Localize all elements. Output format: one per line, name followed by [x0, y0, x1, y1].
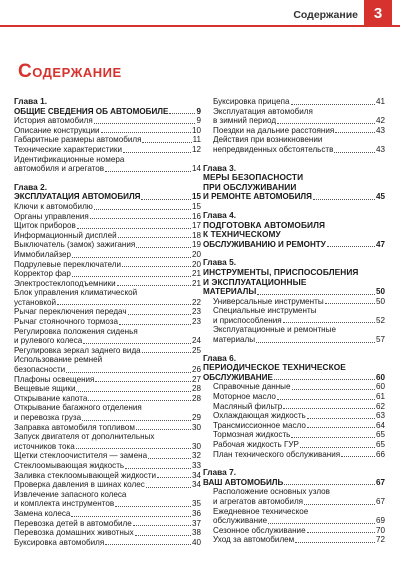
leader-dots — [136, 429, 191, 430]
page-ref: 18 — [191, 230, 201, 240]
entry-label: Тормозная жидкость — [213, 430, 291, 440]
page-ref: 11 — [192, 135, 201, 145]
toc-entry-line[interactable]: Эксплуатационные и ремонтные — [213, 325, 336, 335]
leader-dots — [327, 246, 375, 247]
entry-label: Буксировка прицепа — [213, 97, 290, 106]
toc-entry[interactable] — [14, 423, 201, 433]
leader-dots — [122, 266, 191, 267]
leader-dots — [76, 448, 191, 449]
chapter-title-entry[interactable] — [203, 287, 385, 297]
toc-entry[interactable] — [14, 384, 201, 394]
page-ref: 34 — [191, 480, 201, 490]
chapter-6 — [203, 354, 385, 460]
entry-label: Рычаг стояночного тормоза — [14, 317, 118, 327]
leader-dots — [277, 123, 375, 124]
page-ref: 66 — [375, 449, 385, 459]
toc-entry[interactable] — [14, 116, 201, 126]
toc-entry[interactable] — [203, 440, 385, 450]
toc-entry[interactable] — [203, 402, 385, 412]
toc-entry[interactable] — [203, 145, 385, 155]
entry-label: Замена колеса — [14, 508, 71, 518]
toc-entry[interactable] — [14, 480, 201, 490]
entry-label: Проверка давления в шинах колес — [14, 480, 145, 490]
toc-entry-line[interactable]: Специальные инструменты — [213, 306, 317, 316]
leader-dots — [105, 171, 191, 172]
toc-entry[interactable] — [203, 392, 385, 402]
toc-entry[interactable] — [203, 382, 385, 392]
page-ref: 60 — [375, 372, 385, 382]
toc-entry[interactable] — [14, 375, 201, 385]
entry-label: и комплекта инструментов — [14, 499, 115, 509]
page-ref: 50 — [375, 287, 385, 297]
chapter-title-line[interactable]: ПЕРИОДИЧЕСКОЕ ТЕХНИЧЕСКОЕ — [203, 362, 346, 373]
toc-entry[interactable] — [14, 221, 201, 231]
page-ref: 67 — [375, 477, 385, 487]
page-header — [0, 0, 400, 27]
entry-label: Вещевые ящики — [14, 384, 76, 394]
page-ref: 19 — [191, 240, 201, 250]
entry-label: безопасности — [14, 365, 66, 375]
chapter-title-line[interactable]: И ЭКСПЛУАТАЦИОННЫЕ — [203, 276, 307, 287]
toc-entry-line[interactable]: Блок управления климатической — [14, 288, 138, 298]
entry-label: Сезонное обслуживание — [213, 525, 306, 535]
page-ref: 23 — [191, 317, 201, 327]
toc-entry[interactable] — [203, 97, 385, 107]
leader-dots — [313, 199, 375, 200]
chapter-title-line[interactable]: К ТЕХНИЧЕСКОМУ — [203, 229, 281, 240]
entry-label: Щетки стеклоочистителя — замена — [14, 451, 148, 461]
leader-dots — [157, 477, 191, 478]
entry-label: Охлаждающая жидкость — [213, 411, 306, 421]
toc-entry-line[interactable]: Идентификационные номера — [14, 154, 125, 164]
page-ref: 24 — [191, 336, 201, 346]
toc-entry[interactable] — [14, 202, 201, 212]
entry-label: История автомобиля — [14, 116, 93, 126]
page-ref: 26 — [191, 365, 201, 375]
entry-label: Рычаг переключения передач — [14, 307, 127, 317]
page-ref: 69 — [375, 516, 385, 526]
leader-dots — [118, 237, 191, 238]
entry-label: Информационный дисплей — [14, 230, 117, 240]
page-ref: 70 — [375, 525, 385, 535]
leader-dots — [148, 458, 191, 459]
leader-dots — [307, 427, 375, 428]
leader-dots — [66, 372, 191, 373]
page-ref: 72 — [375, 535, 385, 545]
entry-label: Иммобилайзер — [14, 249, 71, 259]
chapter-title: И РЕМОНТЕ АВТОМОБИЛЯ — [203, 192, 312, 202]
leader-dots — [76, 391, 191, 392]
page-ref: 32 — [191, 451, 201, 461]
leader-dots — [141, 199, 191, 200]
page-ref: 47 — [375, 239, 385, 249]
page-ref: 28 — [191, 393, 201, 403]
leader-dots — [341, 456, 375, 457]
leader-dots — [119, 324, 191, 325]
toc-entry[interactable] — [203, 316, 385, 326]
toc-entry[interactable] — [14, 240, 201, 250]
leader-dots — [335, 132, 375, 133]
page-ref: 65 — [375, 430, 385, 440]
chapter-title-line[interactable]: МЕРЫ БЕЗОПАСНОСТИ — [203, 172, 304, 183]
leader-dots — [136, 247, 191, 248]
leader-dots — [274, 379, 375, 380]
chapter-2-continued — [203, 97, 385, 155]
page-ref: 65 — [375, 440, 385, 449]
entry-label: Рабочая жидкость ГУР — [213, 440, 299, 449]
leader-dots — [284, 484, 375, 485]
leader-dots — [95, 381, 191, 382]
entry-label: установкой — [14, 297, 57, 307]
chapter-title-entry[interactable] — [14, 192, 201, 202]
leader-dots — [82, 420, 191, 421]
leader-dots — [300, 447, 375, 448]
chapter-5 — [203, 258, 385, 344]
leader-dots — [283, 322, 375, 323]
leader-dots — [291, 437, 375, 438]
page-ref: 36 — [191, 508, 201, 518]
entry-label: Корректор фар — [14, 269, 71, 279]
page-ref: 33 — [191, 460, 201, 470]
entry-label: Габаритные размеры автомобиля — [14, 135, 142, 145]
leader-dots — [123, 152, 191, 153]
leader-dots — [72, 276, 191, 277]
page-ref: 27 — [191, 374, 201, 384]
chapter-number: Глава 1. — [14, 96, 48, 106]
entry-label: источников тока — [14, 441, 75, 451]
chapter-title: ЭКСПЛУАТАЦИЯ АВТОМОБИЛЯ — [14, 192, 141, 202]
toc-entry[interactable] — [203, 116, 385, 126]
page-ref: 60 — [375, 382, 385, 392]
leader-dots — [277, 399, 375, 400]
page-ref: 10 — [191, 125, 201, 135]
page-ref: 29 — [191, 413, 201, 422]
page-ref: 30 — [191, 441, 201, 451]
page-ref: 50 — [375, 296, 385, 306]
entry-label: Технические характеристики — [14, 144, 122, 154]
toc-list — [203, 97, 385, 107]
page-ref: 45 — [375, 192, 385, 202]
toc-list — [203, 382, 385, 459]
toc-entry[interactable] — [14, 519, 201, 529]
toc-entry[interactable] — [14, 164, 201, 174]
entry-label: обслуживание — [213, 516, 268, 526]
toc-left-column — [14, 97, 201, 547]
chapter-4 — [203, 211, 385, 249]
header-rule — [0, 25, 400, 27]
toc-entry[interactable] — [14, 307, 201, 317]
leader-dots — [94, 123, 196, 124]
toc-entry[interactable] — [203, 126, 385, 136]
toc-entry[interactable] — [14, 298, 201, 308]
toc-entry[interactable] — [203, 535, 385, 545]
toc-entry[interactable] — [14, 231, 201, 241]
toc-entry-line[interactable]: Ежедневное техническое — [213, 506, 309, 516]
page-ref: 16 — [191, 211, 201, 221]
page-ref: 21 — [191, 269, 201, 279]
toc-list — [14, 509, 201, 547]
entry-label: Поездки на дальние расстояния — [213, 125, 335, 135]
chapter-7 — [203, 468, 385, 545]
page-ref: 35 — [191, 499, 201, 509]
leader-dots — [334, 152, 375, 153]
chapter-title: ОБСЛУЖИВАНИЮ И РЕМОНТУ — [203, 239, 326, 249]
entry-label: Моторное масло — [213, 392, 276, 402]
entry-label: План технического обслуживания — [213, 449, 341, 459]
leader-dots — [133, 525, 191, 526]
entry-label: Заливка стеклоомывающей жидкости — [14, 470, 157, 480]
leader-dots — [307, 532, 375, 533]
toc-entry[interactable] — [203, 497, 385, 507]
toc-entry[interactable] — [14, 442, 201, 452]
toc-entry-line[interactable]: Эксплуатация автомобиля — [213, 106, 313, 116]
leader-dots — [88, 400, 191, 401]
entry-label: и рулевого колеса — [14, 336, 83, 346]
chapter-title-line[interactable]: ПОДГОТОВКА АВТОМОБИЛЯ — [203, 219, 326, 230]
chapter-title: ВАШ АВТОМОБИЛЬ — [203, 477, 284, 487]
page-ref: 14 — [191, 164, 201, 174]
toc-entry-line[interactable]: Запуск двигателя от дополнительных — [14, 432, 155, 442]
page-ref: 40 — [191, 537, 201, 547]
page-ref: 42 — [375, 116, 385, 126]
toc-list — [14, 116, 201, 154]
page-number-tab: 3 — [364, 0, 392, 27]
entry-label: и приспособления — [213, 315, 282, 325]
toc-entry[interactable] — [14, 451, 201, 461]
leader-dots — [268, 523, 375, 524]
toc-entry[interactable] — [14, 145, 201, 155]
leader-dots — [307, 418, 375, 419]
toc-list — [14, 202, 201, 288]
page-ref: 15 — [191, 192, 201, 202]
page-ref: 25 — [191, 345, 201, 355]
leader-dots — [256, 342, 375, 343]
page-ref: 9 — [196, 116, 201, 126]
toc-entry[interactable] — [203, 335, 385, 345]
chapter-title-entry[interactable] — [203, 373, 385, 383]
leader-dots — [117, 285, 191, 286]
chapter-3 — [203, 164, 385, 202]
toc-entry[interactable] — [203, 430, 385, 440]
page-ref: 37 — [191, 518, 201, 528]
page-ref: 57 — [375, 335, 385, 345]
toc-entry[interactable] — [14, 269, 201, 279]
toc-entry[interactable] — [203, 411, 385, 421]
entry-label: Описание конструкции — [14, 125, 100, 135]
toc-entry[interactable] — [14, 365, 201, 375]
leader-dots — [101, 132, 191, 133]
chapter-number: Глава 5. — [203, 257, 237, 268]
toc-list — [14, 375, 201, 404]
toc-list — [14, 451, 201, 489]
entry-label: Масляный фильтр — [213, 401, 283, 411]
chapter-1 — [14, 97, 201, 174]
chapter-title: ОБСЛУЖИВАНИЕ — [203, 372, 273, 382]
toc-entry-line[interactable]: Извлечение запасного колеса — [14, 489, 127, 499]
chapter-title-entry[interactable] — [14, 107, 201, 117]
entry-label: Буксировка автомобиля — [14, 537, 105, 547]
entry-label: Перевозка детей в автомобиле — [14, 518, 132, 528]
toc-entry-line[interactable]: Использование ремней — [14, 355, 103, 365]
leader-dots — [125, 468, 191, 469]
page-ref: 23 — [191, 307, 201, 317]
leader-dots — [135, 535, 191, 536]
toc-right-column — [203, 97, 385, 545]
toc-entry[interactable] — [14, 499, 201, 509]
toc-entry[interactable] — [203, 516, 385, 526]
chapter-number: Глава 3. — [203, 162, 237, 173]
page-ref: 20 — [191, 259, 201, 269]
page-ref: 52 — [375, 315, 385, 325]
entry-label: Открывание капота — [14, 393, 88, 403]
leader-dots — [83, 343, 191, 344]
entry-label: и перевозка груза — [14, 413, 82, 422]
toc-entry[interactable] — [14, 212, 201, 222]
chapter-title: МАТЕРИАЛЫ — [203, 287, 257, 297]
leader-dots — [325, 303, 375, 304]
entry-label: непредвиденных обстоятельств — [213, 144, 334, 154]
leader-dots — [71, 516, 191, 517]
toc-entry[interactable] — [14, 126, 201, 136]
page-ref: 12 — [191, 144, 201, 154]
toc-list — [14, 307, 201, 326]
entry-label: Щиток приборов — [14, 221, 76, 231]
entry-label: Стеклоомывающая жидкость — [14, 460, 125, 470]
leader-dots — [142, 352, 191, 353]
entry-label: Справочные данные — [213, 382, 291, 392]
leader-dots — [146, 487, 191, 488]
page-ref: 17 — [191, 221, 201, 231]
entry-label: Выключатель (замок) зажигания — [14, 240, 136, 250]
page-ref: 61 — [375, 392, 385, 402]
toc-entry[interactable] — [14, 413, 201, 423]
toc-entry[interactable] — [14, 135, 201, 145]
leader-dots — [72, 257, 191, 258]
toc-entry[interactable] — [14, 250, 201, 260]
leader-dots — [90, 218, 191, 219]
leader-dots — [257, 294, 375, 295]
toc-entry[interactable] — [14, 538, 201, 548]
toc-entry[interactable] — [203, 297, 385, 307]
entry-label: Регулировка зеркал заднего вида — [14, 345, 141, 355]
page-ref: 67 — [375, 496, 385, 506]
toc-entry[interactable] — [203, 450, 385, 460]
chapter-number: Глава 7. — [203, 467, 237, 478]
entry-label: Плафоны освещения — [14, 374, 95, 384]
toc-entry-line[interactable]: Расположение основных узлов — [213, 487, 330, 497]
chapter-number: Глава 2. — [14, 181, 48, 192]
page-ref: 34 — [191, 470, 201, 480]
leader-dots — [304, 504, 375, 505]
entry-label: Органы управления — [14, 211, 89, 221]
entry-label: Ключи к автомобилю — [14, 201, 93, 211]
entry-label: материалы — [213, 335, 256, 345]
leader-dots — [128, 314, 191, 315]
leader-dots — [291, 104, 375, 105]
entry-label: Уход за автомобилем — [213, 535, 295, 545]
page-ref: 43 — [375, 144, 385, 154]
entry-label: и агрегатов автомобиля — [213, 496, 304, 506]
chapter-2 — [14, 183, 201, 548]
page-ref: 21 — [191, 278, 201, 288]
page-ref: 28 — [191, 384, 201, 394]
chapter-title-entry[interactable] — [203, 240, 385, 250]
leader-dots — [142, 142, 191, 143]
page-ref: 62 — [375, 401, 385, 411]
page-ref: 63 — [375, 411, 385, 421]
leader-dots — [295, 542, 375, 543]
page-ref: 30 — [191, 422, 201, 432]
leader-dots — [169, 113, 195, 114]
entry-label: Подрулевые переключатели — [14, 259, 122, 269]
entry-label: в зимний период — [213, 116, 277, 126]
page-ref: 41 — [375, 97, 385, 106]
entry-label: Трансмиссионное масло — [213, 420, 306, 430]
leader-dots — [94, 209, 191, 210]
toc-entry[interactable] — [14, 279, 201, 289]
chapter-title: ОБЩИЕ СВЕДЕНИЯ ОБ АВТОМОБИЛЕ — [14, 106, 169, 116]
entry-label: Универсальные инструменты — [213, 296, 324, 306]
page-ref: 20 — [191, 249, 201, 259]
toc-entry[interactable] — [14, 317, 201, 327]
entry-label: автомобиля и агрегатов — [14, 164, 105, 174]
leader-dots — [283, 408, 375, 409]
page-ref: 38 — [191, 528, 201, 538]
header-title: Содержание — [293, 9, 358, 21]
toc-entry[interactable] — [14, 336, 201, 346]
leader-dots — [57, 304, 191, 305]
leader-dots — [105, 544, 191, 545]
chapter-title-line[interactable]: ИНСТРУМЕНТЫ, ПРИСПОСОБЛЕНИЯ — [203, 266, 359, 277]
page-ref: 43 — [375, 125, 385, 135]
chapter-number: Глава 4. — [203, 209, 237, 220]
chapter-number: Глава 6. — [203, 352, 237, 363]
toc-entry[interactable] — [14, 346, 201, 356]
chapter-title-entry[interactable] — [203, 478, 385, 488]
chapter-title-entry[interactable] — [203, 192, 385, 202]
page-ref: 15 — [191, 201, 201, 211]
entry-label: Заправка автомобиля топливом — [14, 422, 135, 432]
toc-entry-line[interactable]: Регулировка положения сиденья — [14, 326, 138, 336]
leader-dots — [115, 506, 191, 507]
toc-entry-line[interactable]: Открывание багажного отделения — [14, 403, 142, 413]
toc-entry[interactable] — [14, 260, 201, 270]
toc-entry[interactable] — [203, 526, 385, 536]
toc-entry[interactable] — [14, 471, 201, 481]
leader-dots — [77, 228, 191, 229]
entry-label: Перевозка домашних животных — [14, 528, 134, 538]
toc-entry[interactable] — [203, 421, 385, 431]
toc-entry[interactable] — [14, 528, 201, 538]
toc-entry[interactable] — [14, 461, 201, 471]
toc-entry-line[interactable]: Действия при возникновении — [213, 135, 323, 145]
leader-dots — [292, 389, 375, 390]
page-ref: 64 — [375, 420, 385, 430]
page-ref: 9 — [196, 106, 201, 116]
toc-entry[interactable] — [14, 394, 201, 404]
toc-entry[interactable] — [14, 509, 201, 519]
page-ref: 22 — [191, 297, 201, 307]
chapter-title-line[interactable]: ПРИ ОБСЛУЖИВАНИИ — [203, 181, 297, 192]
entry-label: Электростеклоподъемники — [14, 278, 116, 288]
page-title: Содержание — [18, 61, 122, 82]
